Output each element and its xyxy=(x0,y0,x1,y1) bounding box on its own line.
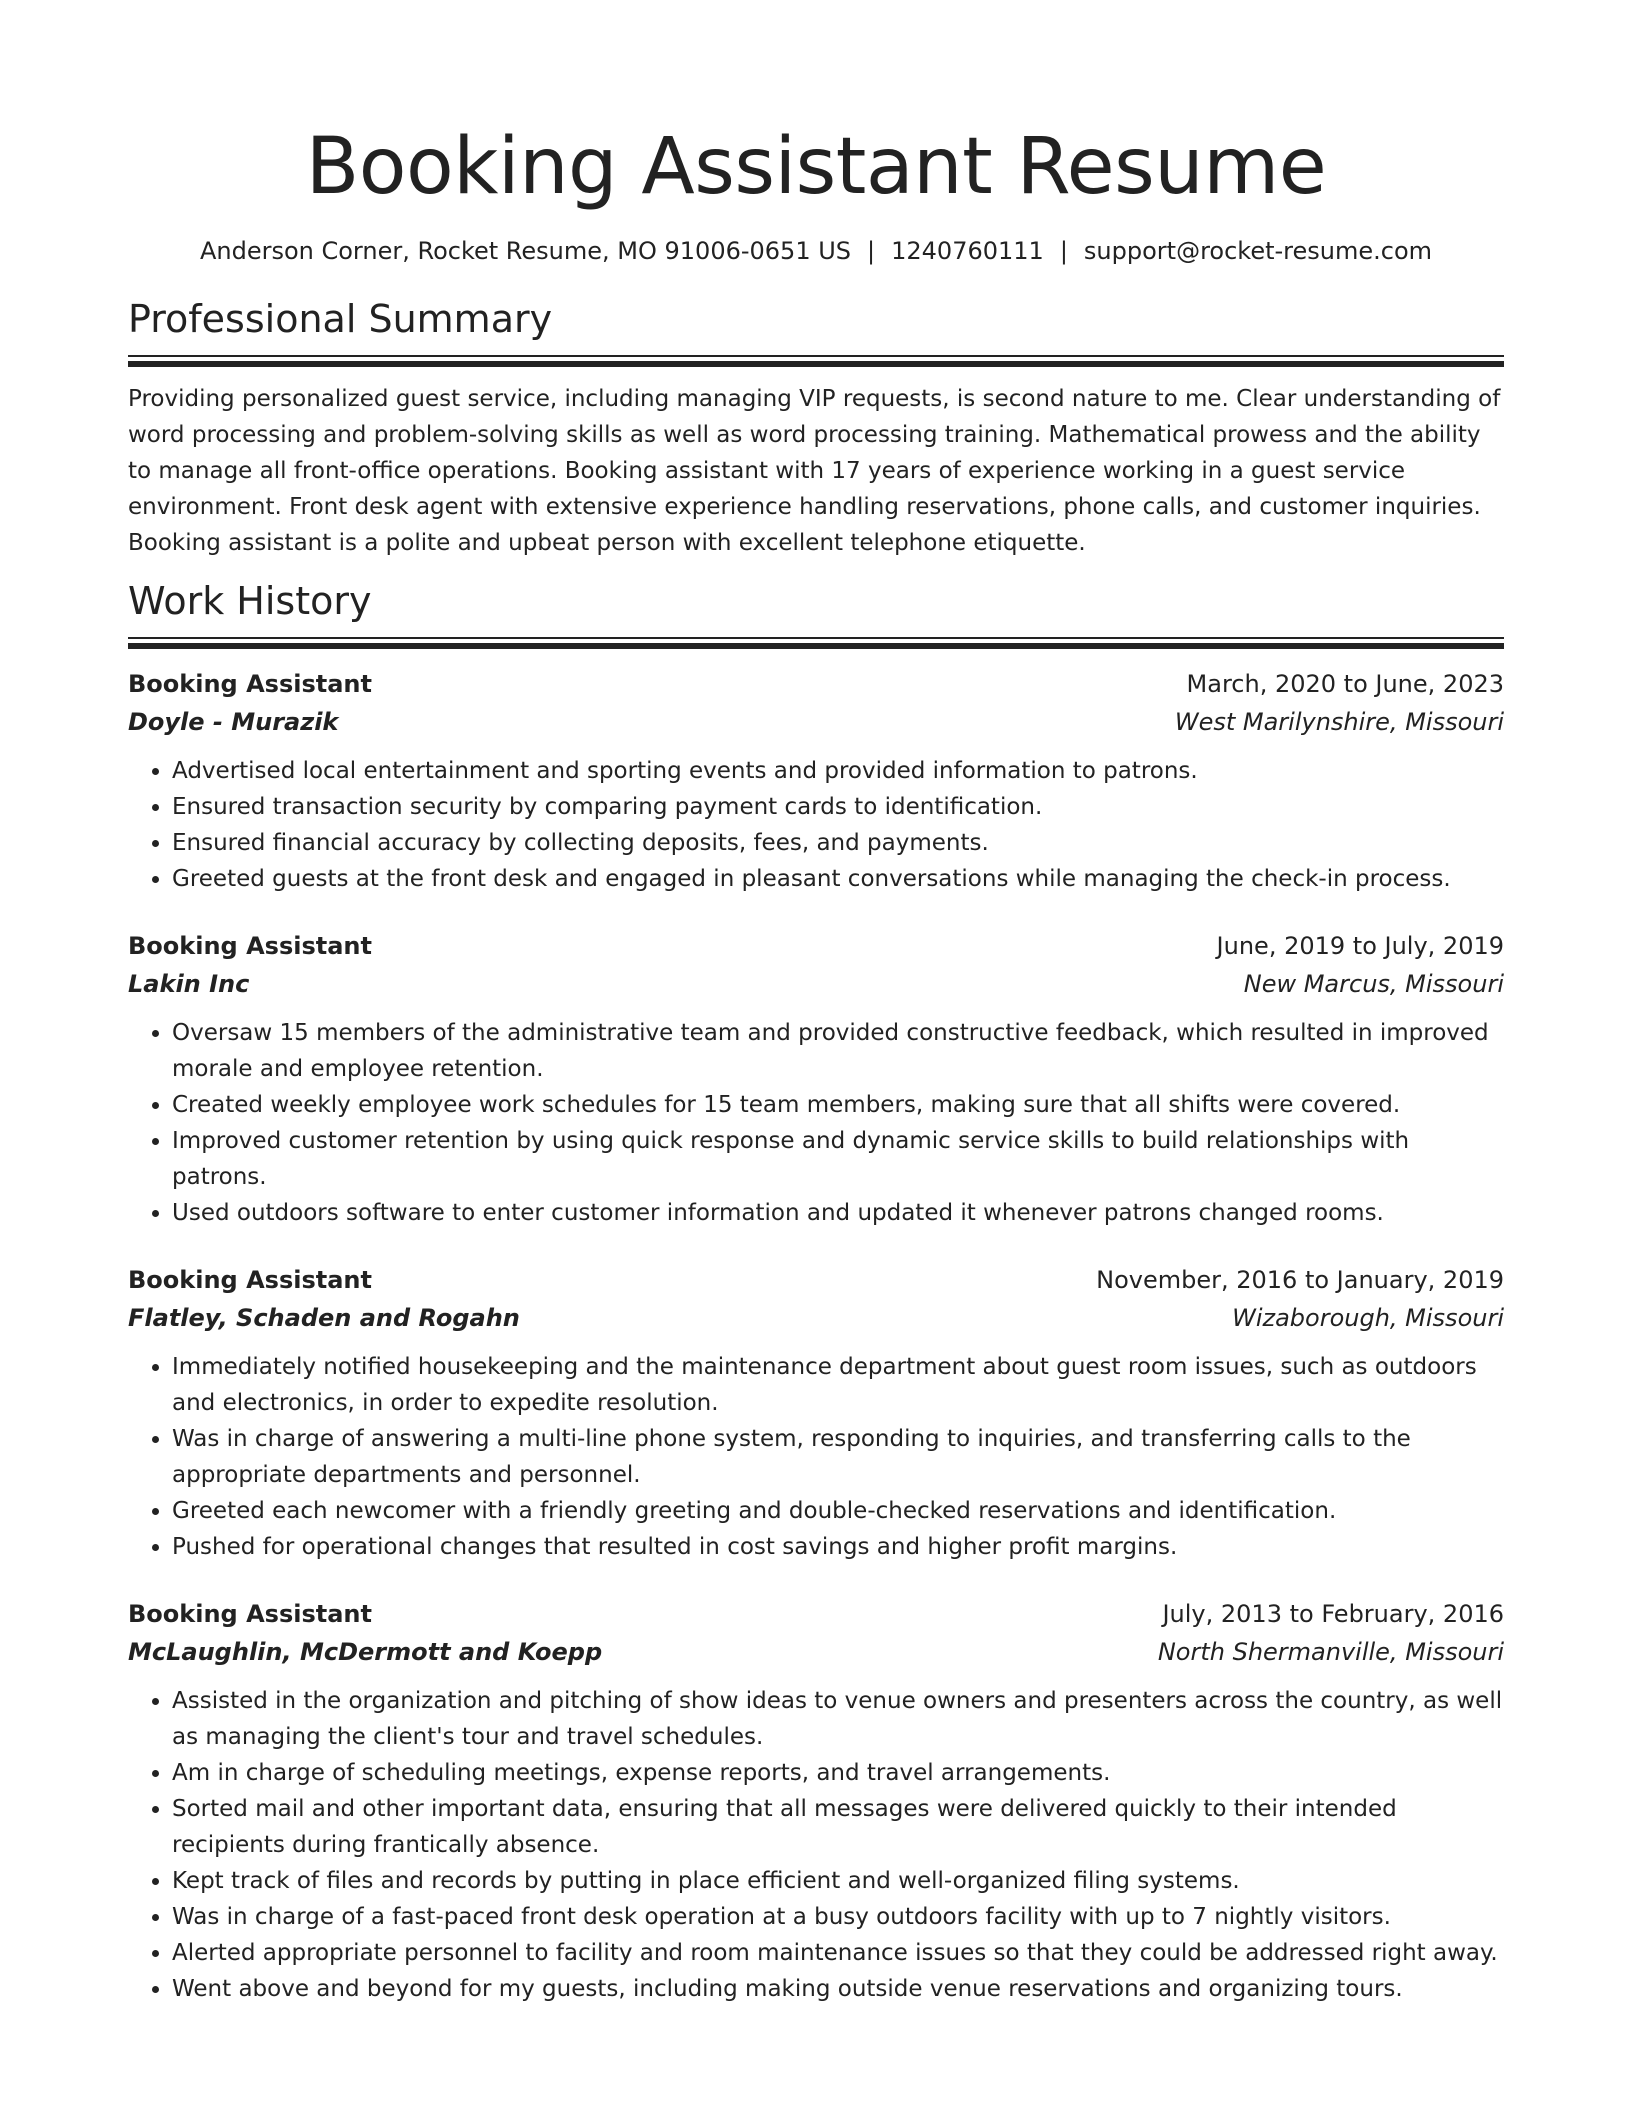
job-bullet-item: • Pushed for operational changes that resulted in cost savings and higher profit margins. xyxy=(172,1529,1504,1565)
section-divider xyxy=(128,355,1504,367)
resume-title: Booking Assistant Resume xyxy=(305,122,1327,212)
work-history-section xyxy=(128,577,1504,2007)
section-heading-work-history: Work History xyxy=(128,579,372,623)
job-bullets xyxy=(128,1015,1504,1231)
job-bullet-item: • Created weekly employee work schedules for 15 team members, making sure that all shifts were covered. xyxy=(172,1087,1504,1123)
section-divider xyxy=(128,637,1504,649)
section-heading-summary: Professional Summary xyxy=(128,297,553,341)
job-title-row xyxy=(128,1261,1504,1299)
job-bullet-item: • Greeted guests at the front desk and engaged in pleasant conversations while managing the check-in process. xyxy=(172,861,1504,897)
job-entry xyxy=(128,665,1504,897)
job-company: Lakin Inc xyxy=(128,970,250,998)
job-title-row xyxy=(128,927,1504,965)
job-bullet-item: • Was in charge of answering a multi-line phone system, responding to inquiries, and transferring calls to the appropriate departments and personnel. xyxy=(172,1421,1504,1493)
job-location: New Marcus, Missouri xyxy=(1243,970,1504,998)
job-bullet-item: • Ensured financial accuracy by collecting deposits, fees, and payments. xyxy=(172,825,1504,861)
job-entry xyxy=(128,1595,1504,2007)
job-title: Booking Assistant xyxy=(128,670,372,698)
contact-email: support@rocket-resume.com xyxy=(1083,237,1433,265)
job-dates: March, 2020 to June, 2023 xyxy=(1186,670,1504,698)
contact-line xyxy=(128,235,1504,267)
job-entry xyxy=(128,927,1504,1231)
job-company: McLaughlin, McDermott and Koepp xyxy=(128,1638,603,1666)
job-title-row xyxy=(128,1595,1504,1633)
resume-page xyxy=(128,0,1504,2007)
summary-paragraph: Providing personalized guest service, including managing VIP requests, is second nature to me. Clear understanding of word processing and problem-solving skills as well as word processing training. Mathematical prowess and the ability to manage all front-office operations. Booking assistant with 17 years of experience working in a guest service environment. Front desk agent with extensive experience handling reservations, phone calls, and customer inquiries. Booking assistant is a polite and upbeat person with excellent telephone etiquette. xyxy=(128,386,1501,556)
job-bullet-item: • Used outdoors software to enter customer information and updated it whenever patrons changed rooms. xyxy=(172,1195,1504,1231)
job-bullets xyxy=(128,1349,1504,1565)
job-bullet-item: • Alerted appropriate personnel to facility and room maintenance issues so that they could be addressed right away. xyxy=(172,1935,1504,1971)
job-dates: July, 2013 to February, 2016 xyxy=(1162,1600,1504,1628)
job-bullets xyxy=(128,1683,1504,2007)
job-bullet-item: • Was in charge of a fast-paced front desk operation at a busy outdoors facility with up to 7 nightly visitors. xyxy=(172,1899,1504,1935)
job-bullet-item: • Oversaw 15 members of the administrative team and provided constructive feedback, which resulted in improved morale and employee retention. xyxy=(172,1015,1504,1087)
job-bullet-item: • Sorted mail and other important data, ensuring that all messages were delivered quickly to their intended recipients during frantically absence. xyxy=(172,1791,1504,1863)
job-company-row xyxy=(128,965,1504,1003)
job-location: North Shermanville, Missouri xyxy=(1157,1638,1504,1666)
job-list xyxy=(128,665,1504,2007)
job-title-row xyxy=(128,665,1504,703)
job-title: Booking Assistant xyxy=(128,1600,372,1628)
contact-address: Anderson Corner, Rocket Resume, MO 91006-0651 US xyxy=(199,237,852,265)
job-location: Wizaborough, Missouri xyxy=(1232,1304,1504,1332)
job-bullet-item: • Went above and beyond for my guests, including making outside venue reservations and organizing tours. xyxy=(172,1971,1504,2007)
contact-separator: | xyxy=(867,237,876,265)
job-bullet-item: • Assisted in the organization and pitching of show ideas to venue owners and presenters across the country, as well as managing the client's tour and travel schedules. xyxy=(172,1683,1504,1755)
job-dates: November, 2016 to January, 2019 xyxy=(1096,1266,1504,1294)
job-entry xyxy=(128,1261,1504,1565)
job-bullet-item: • Kept track of files and records by putting in place efficient and well-organized filing systems. xyxy=(172,1863,1504,1899)
job-company-row xyxy=(128,703,1504,741)
job-company: Doyle - Murazik xyxy=(128,708,339,736)
job-bullet-item: • Ensured transaction security by comparing payment cards to identification. xyxy=(172,789,1504,825)
job-company-row xyxy=(128,1633,1504,1671)
job-dates: June, 2019 to July, 2019 xyxy=(1216,932,1504,960)
job-company: Flatley, Schaden and Rogahn xyxy=(128,1304,520,1332)
job-bullet-item: • Improved customer retention by using quick response and dynamic service skills to build relationships with patrons. xyxy=(172,1123,1504,1195)
job-bullet-item: • Greeted each newcomer with a friendly greeting and double-checked reservations and identification. xyxy=(172,1493,1504,1529)
job-bullet-item: • Am in charge of scheduling meetings, expense reports, and travel arrangements. xyxy=(172,1755,1504,1791)
contact-separator: | xyxy=(1059,237,1068,265)
professional-summary-section xyxy=(128,295,1504,561)
job-title: Booking Assistant xyxy=(128,1266,372,1294)
job-bullets xyxy=(128,753,1504,897)
job-location: West Marilynshire, Missouri xyxy=(1174,708,1504,736)
job-company-row xyxy=(128,1299,1504,1337)
job-title: Booking Assistant xyxy=(128,932,372,960)
contact-phone: 1240760111 xyxy=(891,237,1044,265)
job-bullet-item: • Immediately notified housekeeping and the maintenance department about guest room issues, such as outdoors and electronics, in order to expedite resolution. xyxy=(172,1349,1504,1421)
job-bullet-item: • Advertised local entertainment and sporting events and provided information to patrons. xyxy=(172,753,1504,789)
